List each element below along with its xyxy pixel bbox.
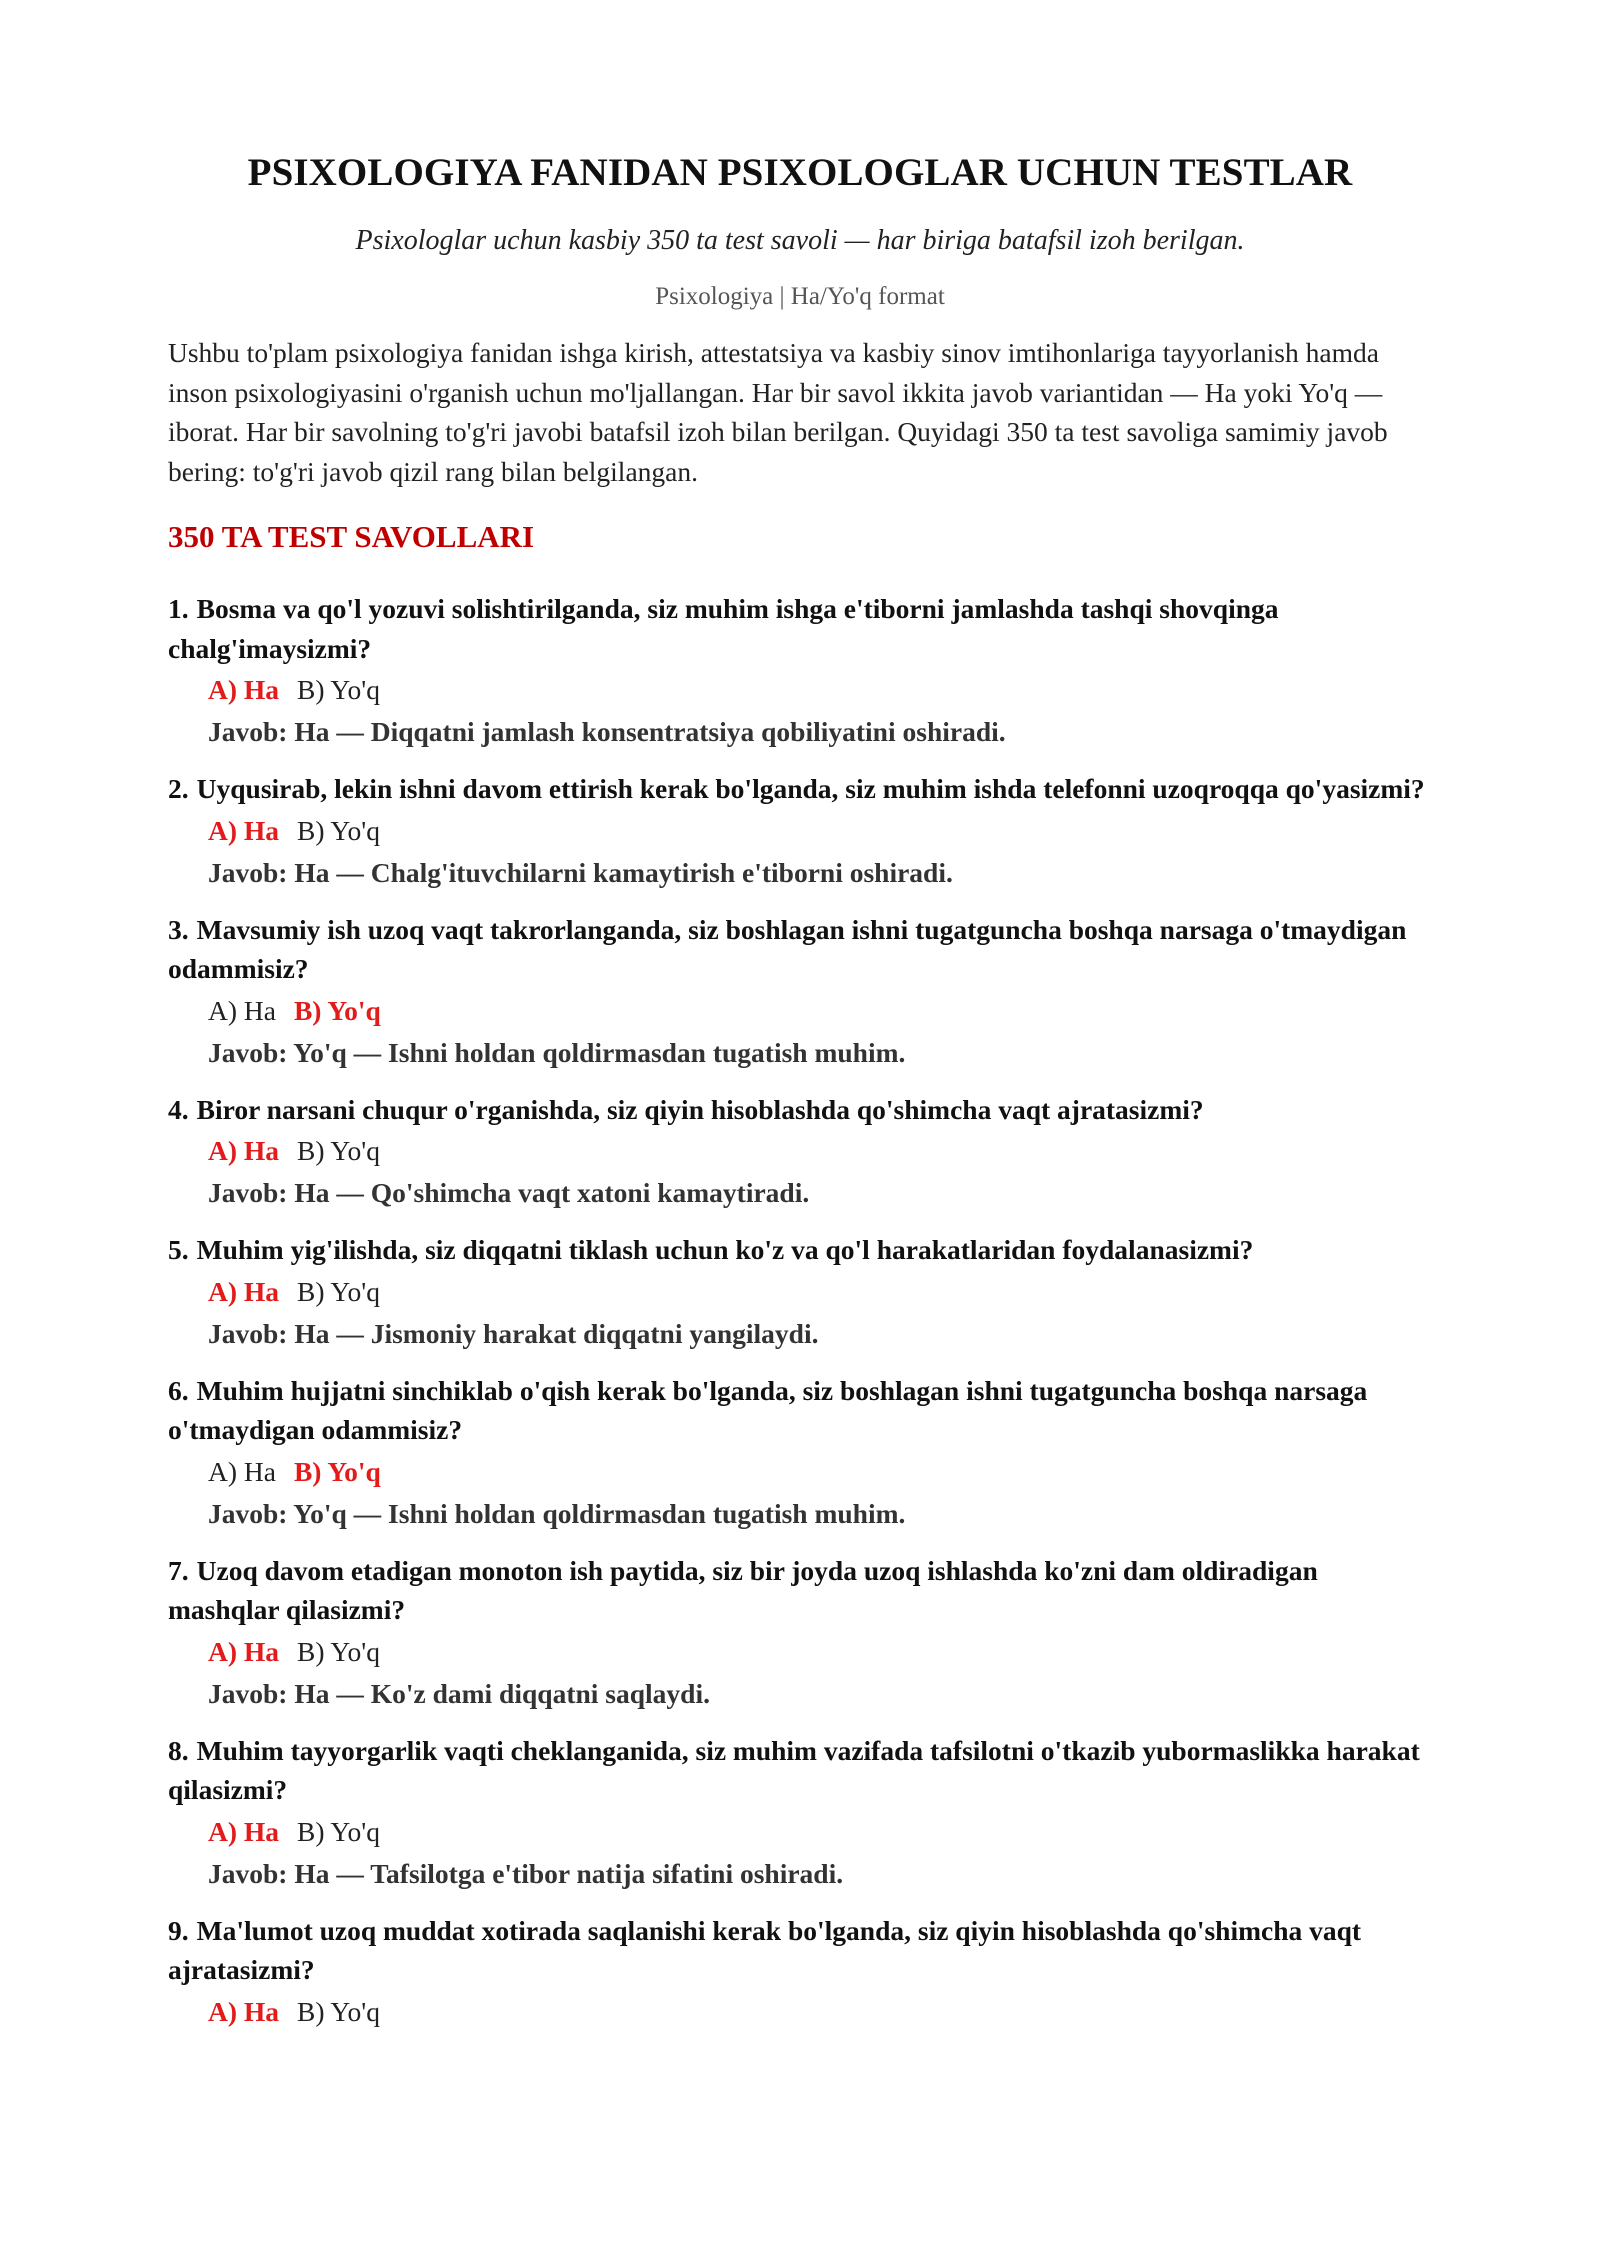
option-a[interactable]: A) Ha [208,814,280,846]
question-text [168,769,1432,809]
answer-explanation: Javob: Ha — Jismoniy harakat diqqatni yangilaydi. [208,1317,819,1349]
question-label: Biror narsani chuqur o'rganishda, siz qiyin hisoblashda qo'shimcha vaqt ajratasizmi? [196,1093,1204,1125]
question-number: 4. [168,1093,189,1125]
document-meta: Psixologiya | Ha/Yo'q format [655,283,945,310]
question-text [168,1230,1432,1270]
section-heading: 350 TA TEST SAVOLLARI [168,519,535,554]
question-text [168,910,1432,989]
answer-options [168,1630,1432,1673]
question-number: 7. [168,1554,189,1586]
option-b[interactable]: B) Yo'q [297,1635,380,1667]
question-number: 5. [168,1234,189,1265]
option-b[interactable]: B) Yo'q [293,994,381,1026]
option-b[interactable]: B) Yo'q [297,674,380,705]
question-text [168,1371,1432,1450]
question-item [168,769,1432,893]
option-a[interactable]: A) Ha [208,1135,280,1166]
answer-options [168,1810,1432,1853]
question-number: 9. [168,1914,189,1946]
answer-explanation: Javob: Yo'q — Ishni holdan qoldirmasdan tugatish muhim. [208,1497,906,1529]
answer-options [168,668,1432,711]
answer-explanation: Javob: Ha — Qo'shimcha vaqt xatoni kamaytiradi. [208,1177,810,1208]
answer-options [168,1450,1432,1493]
option-a[interactable]: A) Ha [208,674,280,705]
answer-options [168,1129,1432,1172]
answer-explanation: Javob: Ha — Diqqatni jamlash konsentratsiya qobiliyatini oshiradi. [208,716,1006,747]
question-label: Ma'lumot uzoq muddat xotirada saqlanishi kerak bo'lganda, siz qiyin hisoblashda qo'shimcha vaqt ajratasizmi? [168,1914,1362,1985]
answer-options [168,989,1432,1032]
document-title: PSIXOLOGIYA FANIDAN PSIXOLOGLAR UCHUN TESTLAR [247,151,1353,194]
question-number: 8. [168,1734,189,1766]
option-a[interactable]: A) Ha [208,1635,280,1667]
option-a[interactable]: A) Ha [208,1995,280,2027]
question-label: Uyqusirab, lekin ishni davom ettirish kerak bo'lganda, siz muhim ishda telefonni uzoqroqqa qo'yasizmi? [196,773,1425,804]
question-list [168,589,1432,2033]
answer-options [168,1990,1432,2033]
option-b[interactable]: B) Yo'q [297,1995,380,2027]
question-label: Mavsumiy ish uzoq vaqt takrorlanganda, siz boshlagan ishni tugatguncha boshqa narsaga o'tmaydigan odammisiz? [168,913,1407,984]
option-a[interactable]: A) Ha [208,1815,280,1847]
question-text [168,1911,1432,1990]
document-subtitle: Psixologlar uchun kasbiy 350 ta test savoli — har biriga batafsil izoh berilgan. [355,225,1245,256]
question-label: Muhim hujjatni sinchiklab o'qish kerak bo'lganda, siz boshlagan ishni tugatguncha boshqa narsaga o'tmaydigan odammisiz? [168,1374,1368,1445]
intro-paragraph: Ushbu to'plam psixologiya fanidan ishga kirish, attestatsiya va kasbiy sinov imtihonlariga tayyorlanish hamda inson psixologiyasini o'rganish uchun mo'ljallangan. Har bir savol ikkita javob variantidan — Ha yoki Yo'q — iborat. Har bir savolning to'g'ri javobi batafsil izoh bilan berilgan. Quyidagi 350 ta test savoliga samimiy javob bering: to'g'ri javob qizil rang bilan belgilangan. [168,337,1388,487]
option-b[interactable]: B) Yo'q [293,1455,381,1487]
question-text [168,1731,1432,1810]
option-b[interactable]: B) Yo'q [297,1135,380,1166]
question-label: Uzoq davom etadigan monoton ish paytida, siz bir joyda uzoq ishlashda ko'zni dam oldiradigan mashqlar qilasizmi? [168,1554,1318,1625]
question-label: Muhim tayyorgarlik vaqti cheklanganida, siz muhim vazifada tafsilotni o'tkazib yubormaslikka harakat qilasizmi? [168,1734,1420,1805]
question-number: 6. [168,1374,189,1406]
option-a[interactable]: A) Ha [208,1275,280,1307]
option-b[interactable]: B) Yo'q [297,814,380,846]
question-text [168,1090,1432,1130]
option-b[interactable]: B) Yo'q [297,1275,380,1307]
question-item [168,1551,1432,1714]
answer-options [168,1270,1432,1313]
question-label: Muhim yig'ilishda, siz diqqatni tiklash uchun ko'z va qo'l harakatlaridan foydalanasizmi? [196,1234,1254,1265]
question-item [168,910,1432,1073]
question-item [168,589,1432,752]
question-text [168,589,1432,668]
answer-explanation: Javob: Ha — Tafsilotga e'tibor natija sifatini oshiradi. [208,1857,844,1889]
answer-explanation: Javob: Ha — Chalg'ituvchilarni kamaytirish e'tiborni oshiradi. [208,856,953,888]
option-a[interactable]: A) Ha [208,1455,276,1487]
question-item [168,1090,1432,1214]
question-number: 3. [168,913,189,945]
question-item [168,1230,1432,1354]
question-item [168,1731,1432,1894]
option-a[interactable]: A) Ha [208,994,276,1026]
answer-explanation: Javob: Yo'q — Ishni holdan qoldirmasdan tugatish muhim. [208,1036,906,1068]
question-item [168,1371,1432,1534]
question-item [168,1911,1432,2033]
question-text [168,1551,1432,1630]
question-label: Bosma va qo'l yozuvi solishtirilganda, siz muhim ishga e'tiborni jamlashda tashqi shovqinga chalg'imaysizmi? [168,593,1279,664]
question-number: 1. [168,593,189,624]
answer-explanation: Javob: Ha — Ko'z dami diqqatni saqlaydi. [208,1677,710,1709]
answer-options [168,809,1432,852]
option-b[interactable]: B) Yo'q [297,1815,380,1847]
question-number: 2. [168,773,189,804]
